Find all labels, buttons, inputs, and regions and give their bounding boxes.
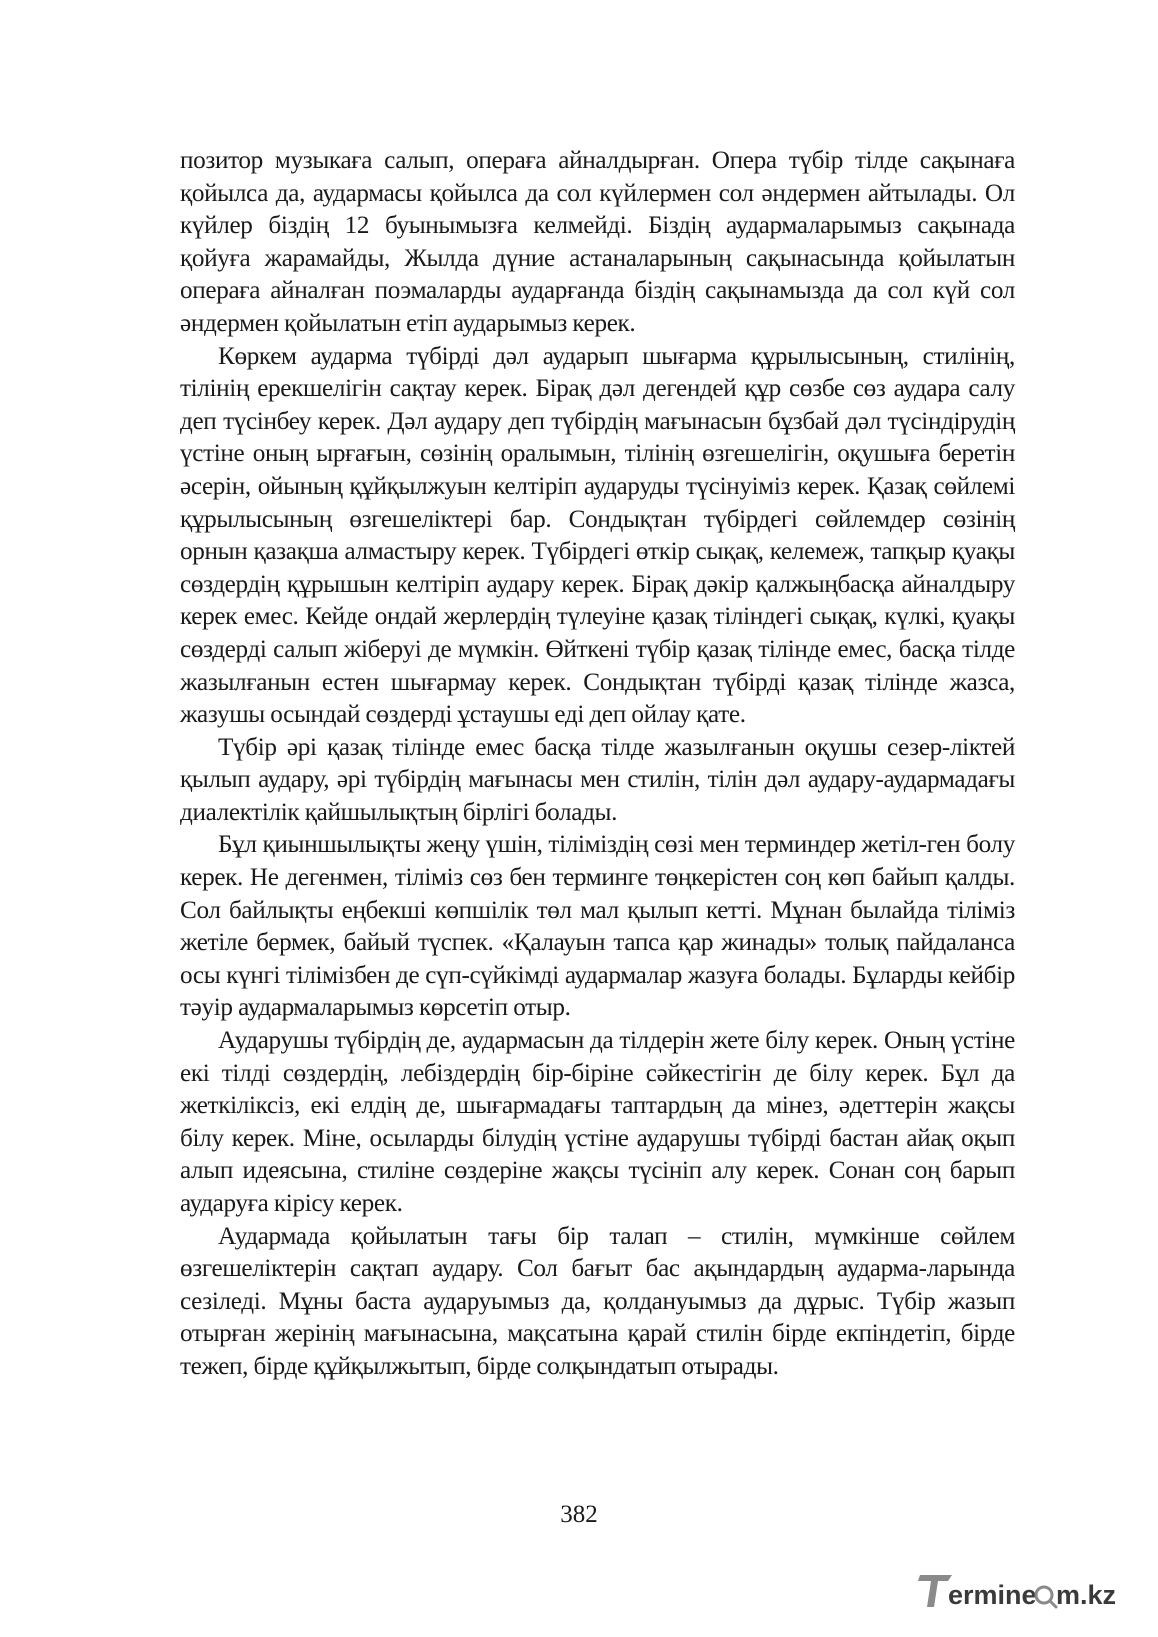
paragraph-6: Аудармада қойылатын тағы бір талап – стилін, мүмкінше сөйлем өзгешеліктерін сақтап аудару. Сол бағыт бас ақындардың аударма-ларында сезіледі. Мұны баста аударуымыз да, қолдануымыз да дұрыс. Түбір жазып отырған жерінің мағынасына, мақсатына қарай стилін бірде екпіндетіп, бірде тежеп, бірде құйқылжытып, бірде солқындатып отырады.	[180, 1222, 1015, 1380]
paragraph-1: позитор музыкаға салып, операға айналдырған. Опера түбір тілде сақынаға қойылса да, аудармасы қойылса да сол күйлермен сол әндермен айтылады. Ол күйлер біздің 12 буынымызға келмейді. Біздің аудармаларымыз сақынада қойуға жарамайды, Жылда дүние астаналарының сақынасында қойылатын операға айналған поэмаларды аударғанда біздің сақынамызда да сол күй сол әндермен қойылатын етіп аударымыз керек.	[180, 147, 1015, 337]
paragraph-3: Түбір әрі қазақ тілінде емес басқа тілде жазылғанын оқушы сезер-ліктей қылып аудару, әрі түбірдің мағынасы мен стилін, тілін дәл аудару-аудармадағы диалектілік қайшылықтың бірлігі болады.	[180, 733, 1015, 826]
logo-text-left: ermine	[948, 1580, 1037, 1610]
page-number: 382	[560, 1501, 598, 1528]
paragraph-5: Аударушы түбірдің де, аудармасын да тілдерін жете білу керек. Оның үстіне екі тілді сөздердің, лебіздердің бір-біріне сәйкестігін де білу керек. Бұл да жеткіліксіз, екі елдің де, шығармадағы таптардың да мінез, әдеттерін жақсы білу керек. Міне, осыларды білудің үстіне аударушы түбірді бастан айақ оқып алып идеясына, стиліне сөздеріне жақсы түсініп алу керек. Сонан соң барып аударуға кірісу керек.	[180, 1027, 1015, 1217]
logo-text-right: m.kz	[1056, 1580, 1117, 1610]
termincom-logo-icon	[918, 1567, 1118, 1615]
paragraph-2: Көркем аударма түбірді дәл аударып шығарма құрылысының, стилінің, тілінің ерекшелігін сақтау керек. Бірақ дәл дегендей құр сөзбе сөз аудара салу деп түсінбеу керек. Дәл аудару деп түбірдің мағынасын бұзбай дәл түсіндірудің үстіне оның ырғағын, сөзінің оралымын, тілінің өзгешелігін, оқушыға беретін әсерін, ойының құйқылжуын келтіріп аударуды түсінуіміз керек. Қазақ сөйлемі құрылысының өзгешеліктері бар. Сондықтан түбірдегі сөйлемдер сөзінің орнын қазақша алмастыру керек. Түбірдегі өткір сықақ, келемеж, тапқыр қуақы сөздердің құрышын келтіріп аудару керек. Бірақ дәкір қалжыңбасқа айналдыру керек емес. Кейде ондай жерлердің түлеуіне қазақ тіліндегі сықақ, күлкі, қуақы сөздерді салып жіберуі де мүмкін. Өйткені түбір қазақ тілінде емес, басқа тілде жазылғанын естен шығармау керек. Сондықтан түбірді қазақ тілінде жазса, жазушы осындай сөздерді ұстаушы еді деп ойлау қате.	[180, 342, 1015, 729]
paragraph-4: Бұл қиыншылықты жеңу үшін, тіліміздің сөзі мен терминдер жетіл-ген болу керек. Не дегенмен, тіліміз сөз бен терминге төңкерістен соң көп байып қалды. Сол байлықты еңбекші көпшілік төл мал қылып кетті. Мұнан былайда тіліміз жетіле бермек, байый түспек. «Қалауын тапса қар жинады» толық пайдаланса осы күнгі тілімізбен де сүп-сүйкімді аудармалар жазуға болады. Бұларды кейбір тәуір аудармаларымыз көрсетіп отыр.	[180, 831, 1015, 1022]
termincom-logo	[918, 1567, 1118, 1615]
page-body	[180, 145, 1015, 1384]
